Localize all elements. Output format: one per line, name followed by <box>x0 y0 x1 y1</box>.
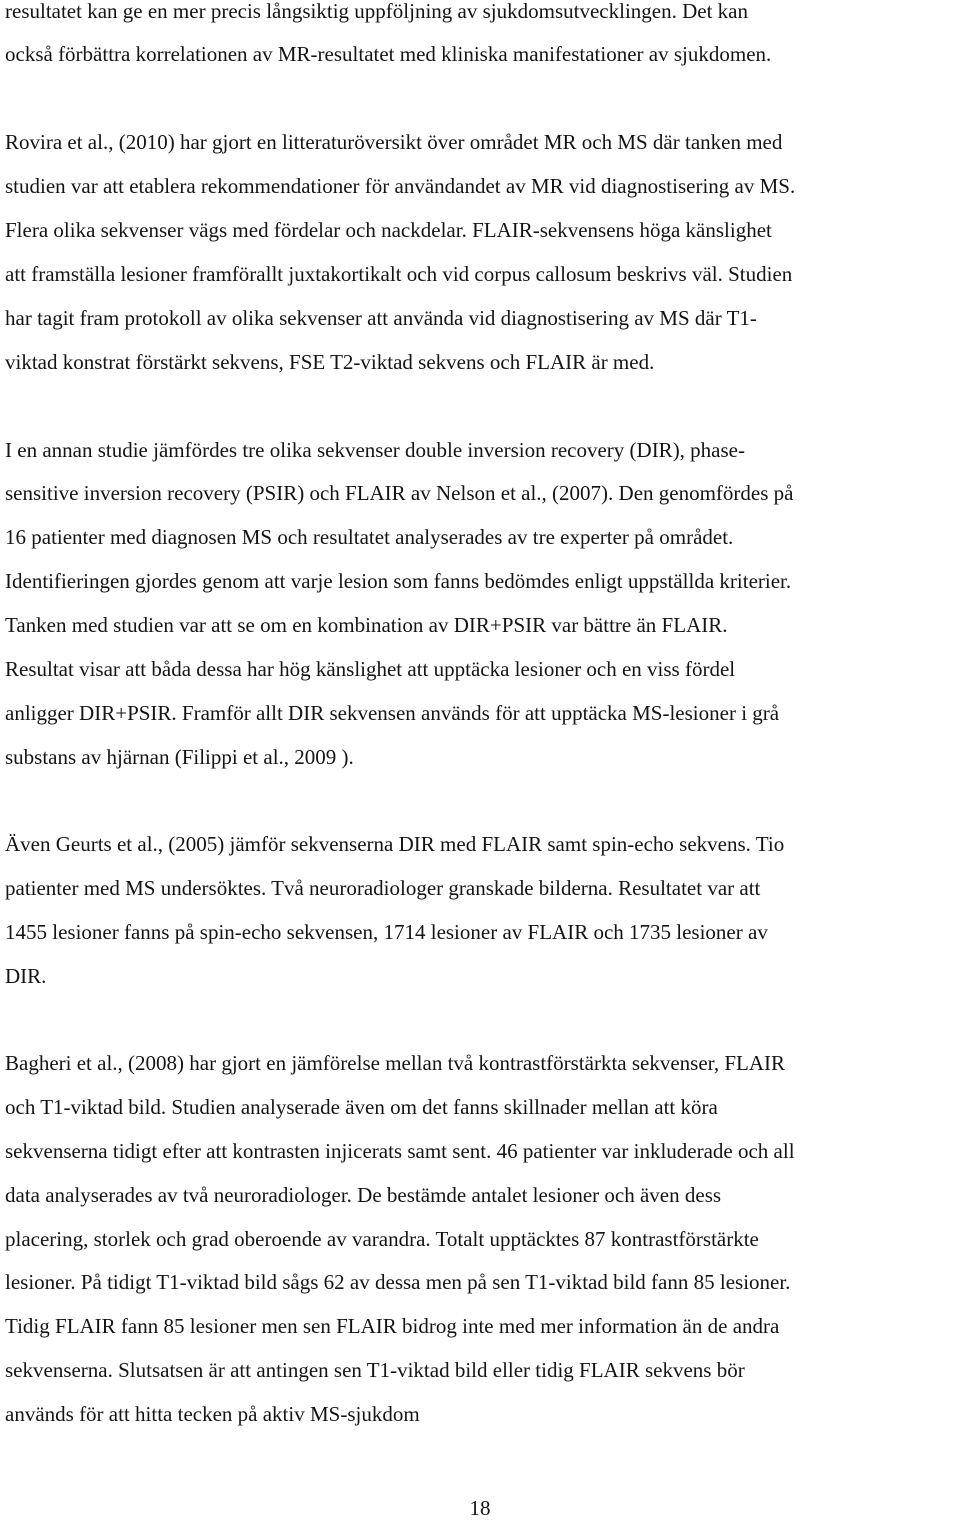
text-line: data analyserades av två neuroradiologer. De bestämde antalet lesioner och även dess <box>5 1183 722 1207</box>
text-line: lesioner. På tidigt T1-viktad bild sågs 62 av dessa men på sen T1-viktad bild fann 85 lesioner. <box>5 1270 791 1294</box>
text-line: Även Geurts et al., (2005) jämför sekvenserna DIR med FLAIR samt spin-echo sekvens. Tio <box>5 832 785 856</box>
text-line: Resultat visar att båda dessa har hög känslighet att upptäcka lesioner och en viss fördel <box>5 657 736 681</box>
text-line: DIR. <box>5 964 47 988</box>
text-line: Rovira et al., (2010) har gjort en litteraturöversikt över området MR och MS där tanken med <box>5 130 783 154</box>
text-line: har tagit fram protokoll av olika sekvenser att använda vid diagnostisering av MS där T1- <box>5 306 757 330</box>
text-line: placering, storlek och grad oberoende av varandra. Totalt upptäcktes 87 kontrastförstärkte <box>5 1227 759 1251</box>
page-number: 18 <box>469 1496 491 1520</box>
text-line: sensitive inversion recovery (PSIR) och FLAIR av Nelson et al., (2007). Den genomfördes på <box>5 481 794 505</box>
text-line: Flera olika sekvenser vägs med fördelar och nackdelar. FLAIR-sekvensens höga känslighet <box>5 218 772 242</box>
text-line: Identifieringen gjordes genom att varje lesion som fanns bedömdes enligt uppställda kriterier. <box>5 569 792 593</box>
text-line: sekvenserna. Slutsatsen är att antingen sen T1-viktad bild eller tidig FLAIR sekvens bör <box>5 1358 745 1382</box>
text-line: sekvenserna tidigt efter att kontrasten injicerats samt sent. 46 patienter var inkluderade och all <box>5 1139 795 1163</box>
text-line: 16 patienter med diagnosen MS och resultatet analyserades av tre experter på området. <box>5 525 734 549</box>
text-line: I en annan studie jämfördes tre olika sekvenser double inversion recovery (DIR), phase- <box>5 438 745 462</box>
text-line: studien var att etablera rekommendationer för användandet av MR vid diagnostisering av MS. <box>5 174 796 198</box>
text-line: viktad konstrat förstärkt sekvens, FSE T2-viktad sekvens och FLAIR är med. <box>5 350 655 374</box>
text-line: 1455 lesioner fanns på spin-echo sekvensen, 1714 lesioner av FLAIR och 1735 lesioner av <box>5 920 768 944</box>
text-line: resultatet kan ge en mer precis långsiktig uppföljning av sjukdomsutvecklingen. Det kan <box>5 0 748 23</box>
text-line: och T1-viktad bild. Studien analyserade även om det fanns skillnader mellan att köra <box>5 1095 718 1119</box>
text-line: Bagheri et al., (2008) har gjort en jämförelse mellan två kontrastförstärkta sekvenser, FLAIR <box>5 1051 785 1075</box>
text-line: anligger DIR+PSIR. Framför allt DIR sekvensen används för att upptäcka MS-lesioner i grå <box>5 701 780 725</box>
text-line: substans av hjärnan (Filippi et al., 2009 ). <box>5 745 354 769</box>
text-line: Tidig FLAIR fann 85 lesioner men sen FLAIR bidrog inte med mer information än de andra <box>5 1314 780 1338</box>
text-line: också förbättra korrelationen av MR-resultatet med kliniska manifestationer av sjukdomen. <box>5 42 772 66</box>
text-line: att framställa lesioner framförallt juxtakortikalt och vid corpus callosum beskrivs väl. Studien <box>5 262 793 286</box>
text-line: patienter med MS undersöktes. Två neuroradiologer granskade bilderna. Resultatet var att <box>5 876 761 900</box>
text-line: Tanken med studien var att se om en kombination av DIR+PSIR var bättre än FLAIR. <box>5 613 728 637</box>
text-line: används för att hitta tecken på aktiv MS-sjukdom <box>5 1402 420 1426</box>
